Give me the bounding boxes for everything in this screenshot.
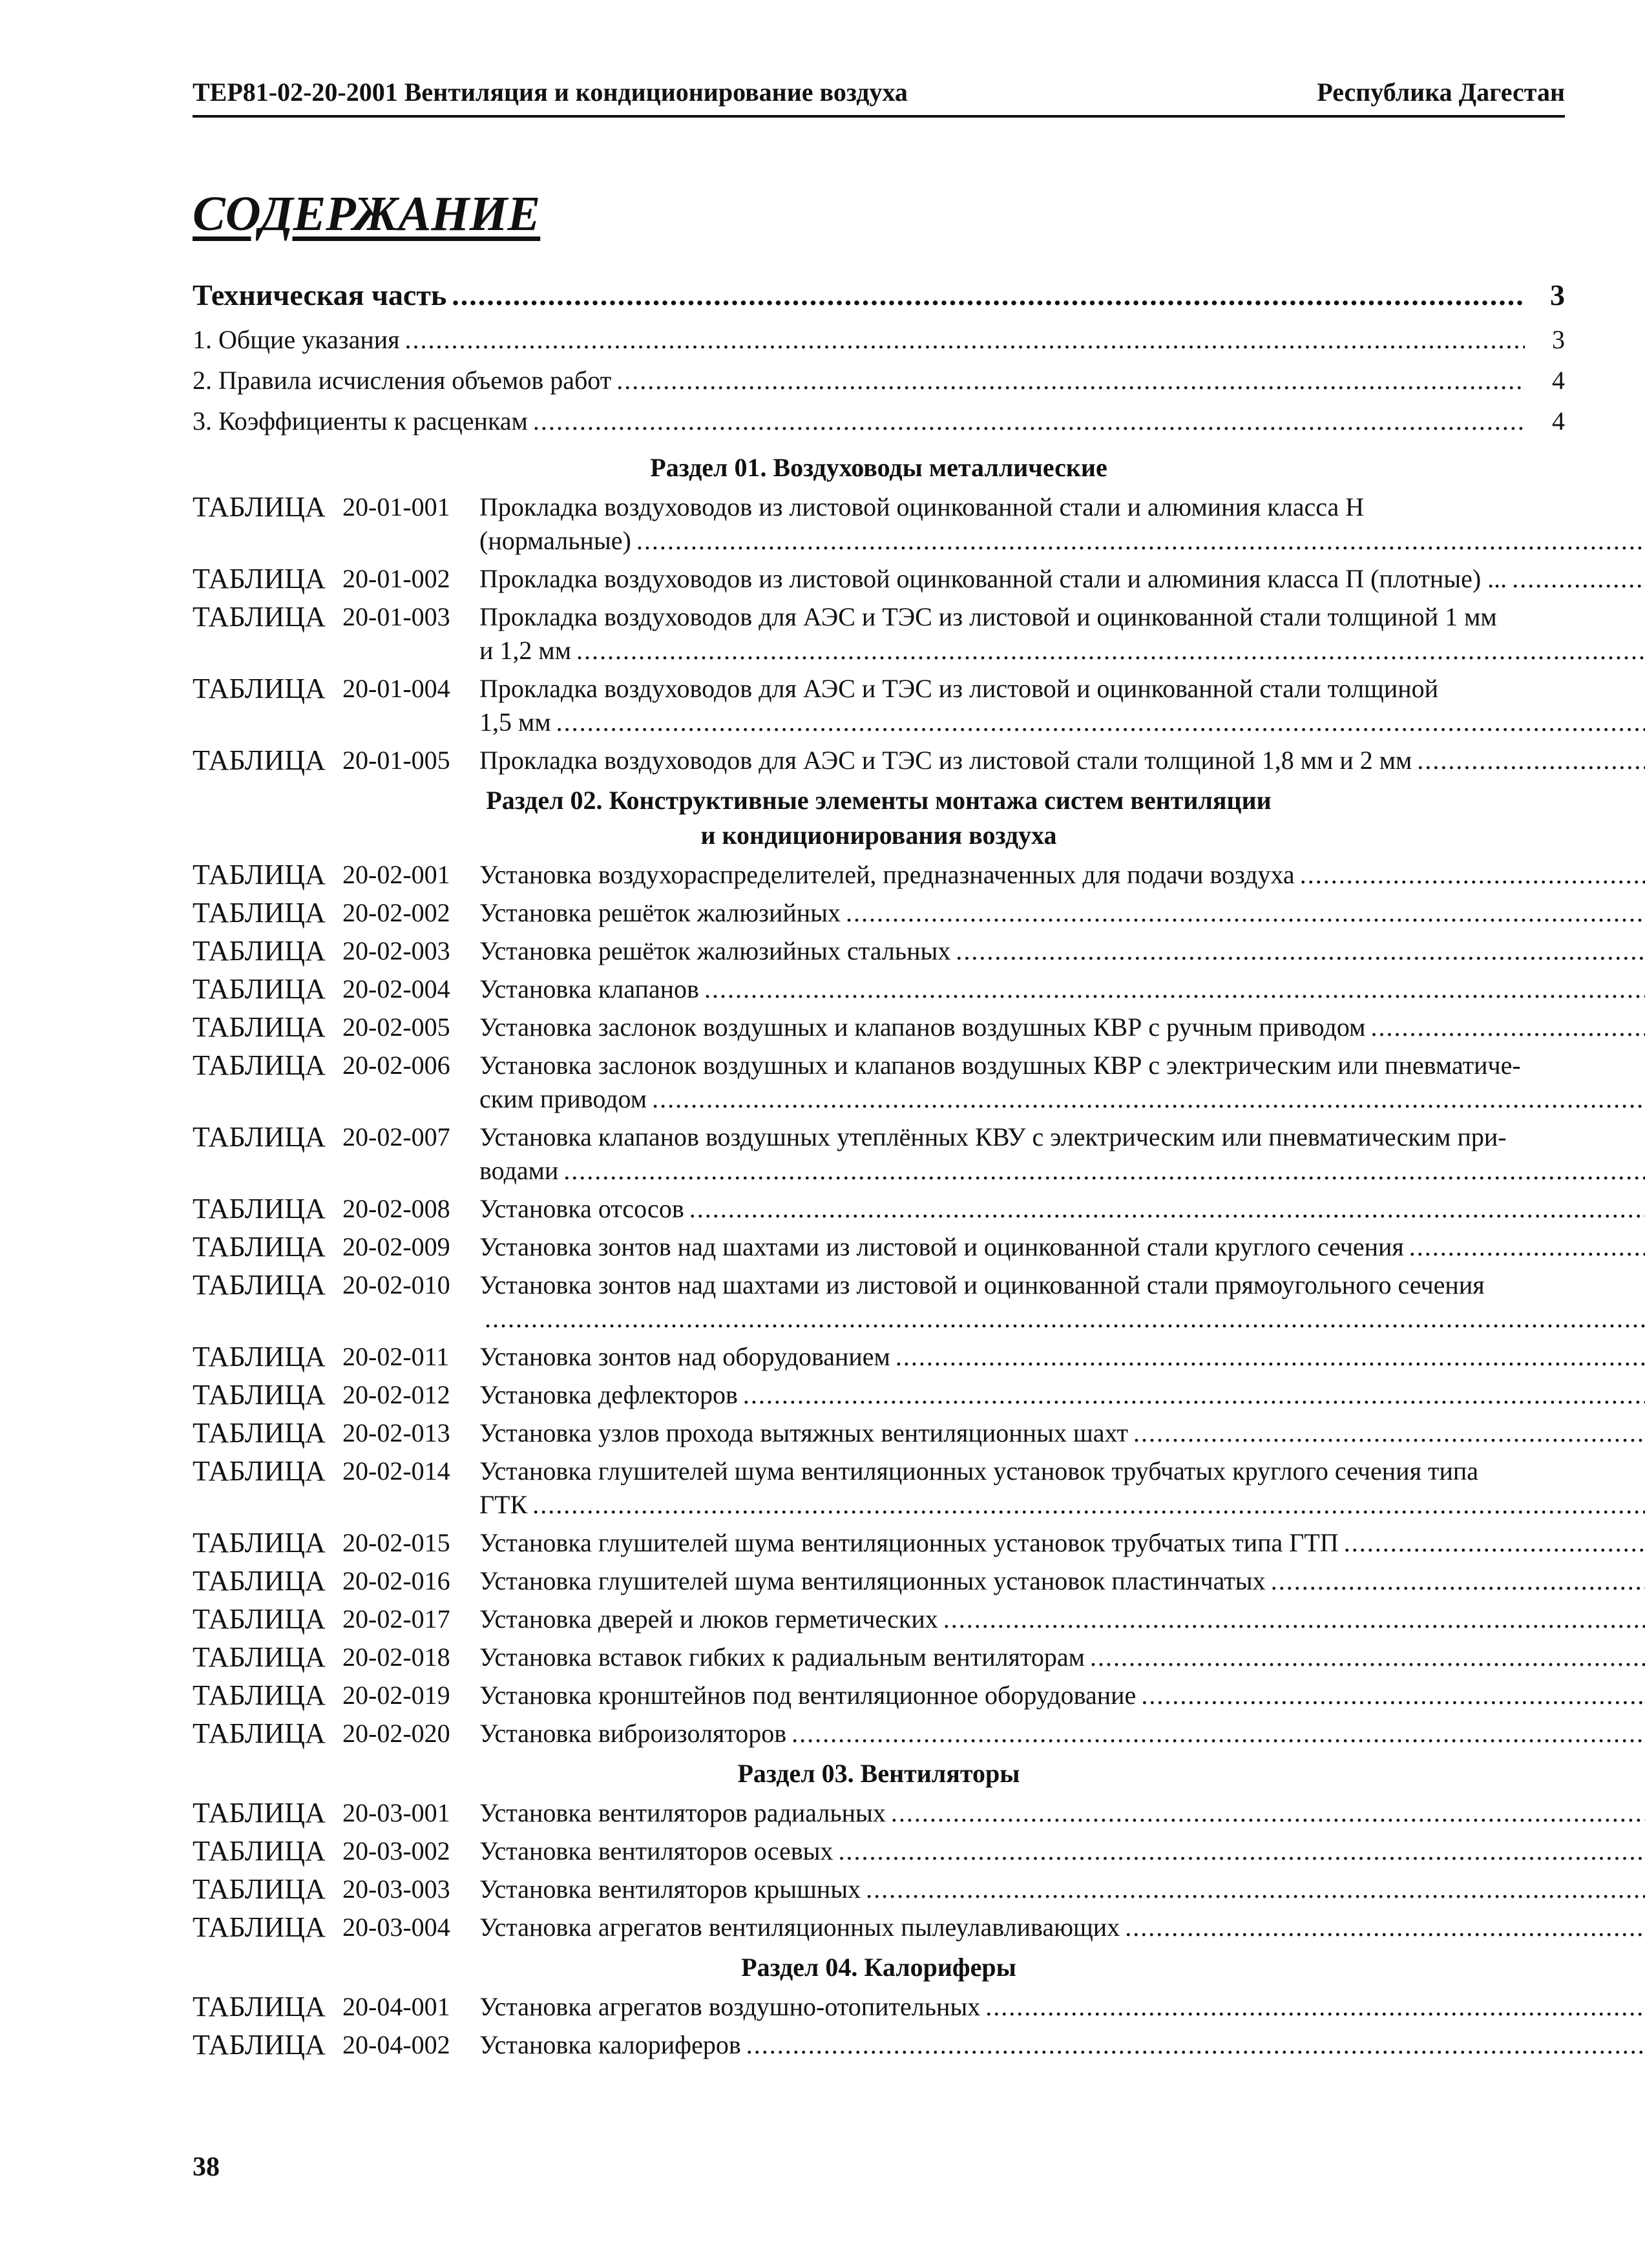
table-entry-label: ТАБЛИЦА [193, 1417, 326, 1449]
table-entry[interactable] [193, 1190, 1565, 1228]
table-entry-code: 20-02-011 [342, 1342, 450, 1371]
table-of-contents [193, 278, 1565, 2064]
table-entry-title-line [479, 1049, 1645, 1082]
dot-leader [532, 1488, 1645, 1522]
table-entry-title [479, 1911, 1645, 1944]
table-entry[interactable] [193, 856, 1565, 894]
table-entry[interactable] [193, 1452, 1565, 1524]
table-entry-title-line [479, 1454, 1645, 1488]
table-entry-title [479, 1990, 1645, 2024]
dot-leader [791, 1717, 1645, 1750]
section-heading-line: Раздел 01. Воздуховоды металлические [650, 453, 1107, 482]
table-entry[interactable] [193, 560, 1565, 598]
table-entry-title-text: Установка калориферов [479, 2030, 741, 2059]
table-entry-code: 20-02-015 [342, 1528, 450, 1557]
table-entry-code: 20-02-009 [342, 1232, 450, 1261]
section-heading [193, 779, 1565, 856]
table-entry-title-text: Установка агрегатов воздушно-отопительных [479, 1992, 981, 2021]
dot-leader [1300, 858, 1645, 892]
table-entry-code: 20-03-004 [342, 1913, 450, 1942]
table-entry[interactable] [193, 1008, 1565, 1046]
table-entry-title [479, 896, 1645, 930]
table-entry-title-text: Установка решёток жалюзийных стальных [479, 936, 951, 965]
table-entry[interactable] [193, 1118, 1565, 1190]
table-entry-title-line [479, 1641, 1645, 1674]
table-entry-title-text: (нормальные) [479, 526, 631, 555]
dot-leader [891, 1796, 1645, 1830]
table-entry-code: 20-02-018 [342, 1643, 450, 1672]
table-entry-title-line [479, 1154, 1645, 1188]
section-heading-line: Раздел 03. Вентиляторы [737, 1759, 1020, 1788]
table-entry-label: ТАБЛИЦА [193, 1565, 326, 1597]
table-entry-code: 20-02-012 [342, 1380, 450, 1409]
table-entry-label: ТАБЛИЦА [193, 897, 326, 929]
table-entry-title-text: Установка зонтов над оборудованием [479, 1342, 890, 1371]
table-entry-title [479, 1679, 1645, 1712]
table-entry-label: ТАБЛИЦА [193, 1121, 326, 1153]
dot-leader [652, 1082, 1645, 1116]
table-entry-code: 20-02-008 [342, 1194, 450, 1223]
table-entry-code: 20-02-005 [342, 1013, 450, 1042]
table-entry-label: ТАБЛИЦА [193, 1379, 326, 1411]
table-entry-title-line [479, 1192, 1645, 1226]
table-entry-title [479, 744, 1645, 777]
dot-leader [985, 1990, 1645, 2024]
table-entry-title-text: Установка кронштейнов под вентиляционное оборудование [479, 1681, 1137, 1710]
dot-leader [405, 324, 1525, 355]
dot-leader [943, 1602, 1645, 1636]
table-entry-code: 20-03-002 [342, 1836, 450, 1865]
table-entry-title [479, 1011, 1645, 1044]
table-entry-title-line [479, 1268, 1645, 1302]
table-entry-code: 20-03-001 [342, 1798, 450, 1827]
dot-leader [846, 896, 1645, 930]
table-entry-title [479, 1378, 1645, 1412]
table-entry-title-text: Установка воздухораспределителей, предназначенных для подачи воздуха [479, 860, 1295, 889]
header-document-title: ТЕР81-02-20-2001 Вентиляция и кондиционирование воздуха [193, 78, 908, 107]
dot-leader [1125, 1911, 1645, 1944]
table-entry-title-line [479, 744, 1645, 777]
dot-leader [704, 972, 1645, 1006]
table-entry-title-line [479, 1717, 1645, 1750]
table-entry-title [479, 1416, 1645, 1450]
dot-leader [1133, 1416, 1645, 1450]
section-heading-line: и кондиционирования воздуха [700, 821, 1057, 850]
table-entry[interactable] [193, 1988, 1565, 2026]
table-entry-title-text: Установка заслонок воздушных и клапанов воздушных КВР с ручным приводом [479, 1013, 1366, 1042]
table-entry-code: 20-02-010 [342, 1270, 450, 1299]
table-entry-title [479, 1564, 1645, 1598]
table-entry-code: 20-04-001 [342, 1992, 450, 2021]
table-entry-title-line [479, 858, 1645, 892]
table-entry-label: ТАБЛИЦА [193, 1455, 326, 1487]
table-entry-title [479, 490, 1645, 558]
table-entry-label: ТАБЛИЦА [193, 1341, 326, 1372]
table-entry-title-text: Установка дверей и люков герметических [479, 1604, 938, 1633]
table-entry-title-text: Установка агрегатов вентиляционных пылеулавливающих [479, 1913, 1120, 1942]
table-entry[interactable] [193, 1600, 1565, 1638]
table-entry-title [479, 2028, 1645, 2062]
table-entry-label: ТАБЛИЦА [193, 2029, 326, 2061]
table-entry-code: 20-02-006 [342, 1051, 450, 1080]
table-entry-title-text: и 1,2 мм [479, 636, 572, 665]
table-entry-label: ТАБЛИЦА [193, 1679, 326, 1711]
table-entry[interactable] [193, 1870, 1565, 1908]
table-entry[interactable] [193, 488, 1565, 560]
table-entry-title [479, 1796, 1645, 1830]
table-entry-label: ТАБЛИЦА [193, 601, 326, 633]
table-entry-title-line [479, 634, 1645, 667]
table-entry-code: 20-02-002 [342, 898, 450, 927]
table-entry-title-text: Прокладка воздуховодов из листовой оцинкованной стали и алюминия класса П (плотные) ... [479, 564, 1507, 593]
table-entry[interactable] [193, 741, 1565, 779]
toc-page-number: 4 [1552, 406, 1565, 436]
table-entry-title [479, 934, 1645, 968]
table-entry-label: ТАБЛИЦА [193, 1873, 326, 1905]
dot-leader [616, 365, 1525, 395]
table-entry-title-line [479, 1602, 1645, 1636]
table-entry-title-line [479, 524, 1645, 558]
dot-leader [1141, 1679, 1645, 1712]
table-entry[interactable] [193, 669, 1565, 741]
table-entry-label: ТАБЛИЦА [193, 859, 326, 890]
dot-leader [452, 278, 1525, 312]
header-region: Республика Дагестан [1317, 78, 1565, 107]
table-entry-title-line [479, 1011, 1645, 1044]
toc-page-number: 4 [1552, 366, 1565, 395]
running-header [193, 72, 1565, 118]
table-entry[interactable] [193, 932, 1565, 970]
toc-entry-text: Техническая часть [193, 278, 447, 311]
table-entry[interactable] [193, 894, 1565, 932]
table-entry-title [479, 672, 1645, 739]
table-entry-title-line [479, 1230, 1645, 1264]
table-entry-label: ТАБЛИЦА [193, 1011, 326, 1043]
table-entry-title-text: Установка узлов прохода вытяжных вентиляционных шахт [479, 1418, 1128, 1447]
table-entry-title-text: Прокладка воздуховодов для АЭС и ТЭС из листовой и оцинкованной стали толщиной [479, 674, 1439, 703]
table-entry-title-line [479, 1340, 1645, 1374]
table-entry[interactable] [193, 1338, 1565, 1376]
table-entry-code: 20-01-005 [342, 746, 450, 775]
table-entry-title-line [479, 490, 1645, 524]
dot-leader [1344, 1526, 1645, 1560]
table-entry-label: ТАБЛИЦА [193, 1911, 326, 1943]
table-entry-title [479, 1230, 1645, 1264]
dot-leader [866, 1873, 1645, 1906]
toc-entry[interactable] [193, 365, 1565, 406]
dot-leader [1512, 562, 1645, 596]
table-entry-code: 20-01-004 [342, 674, 450, 703]
table-entry-code: 20-04-002 [342, 2030, 450, 2059]
table-entry[interactable] [193, 1832, 1565, 1870]
table-entry-label: ТАБЛИЦА [193, 935, 326, 967]
dot-leader [556, 706, 1645, 739]
section-heading [193, 1946, 1565, 1988]
table-entry-title-line [479, 1378, 1645, 1412]
page-title: СОДЕРЖАНИЕ [193, 187, 541, 241]
table-entry-title-line [479, 562, 1645, 596]
table-entry-title-text: Установка вентиляторов радиальных [479, 1798, 886, 1827]
table-entry-title-line [479, 600, 1645, 634]
table-entry-title [479, 562, 1645, 596]
section-heading [193, 446, 1565, 488]
table-entry-code: 20-02-014 [342, 1456, 450, 1486]
table-entry-title-text: ским приводом [479, 1084, 647, 1113]
table-entry-code: 20-03-003 [342, 1874, 450, 1904]
table-entry-title-text: Прокладка воздуховодов для АЭС и ТЭС из листовой стали толщиной 1,8 мм и 2 мм [479, 746, 1412, 775]
table-entry-title-line [479, 896, 1645, 930]
table-entry-title-text: Установка глушителей шума вентиляционных установок трубчатых типа ГТП [479, 1528, 1339, 1557]
toc-entry-text: 2. Правила исчисления объемов работ [193, 366, 612, 395]
toc-page-number: 3 [1550, 278, 1565, 311]
dot-leader [533, 406, 1525, 436]
table-entry[interactable] [193, 1414, 1565, 1452]
table-entry-title-line [479, 1911, 1645, 1944]
table-entry[interactable] [193, 1524, 1565, 1562]
dot-leader [1090, 1641, 1645, 1674]
table-entry-title [479, 1268, 1645, 1336]
table-entry[interactable] [193, 1266, 1565, 1338]
dot-leader [485, 1302, 1645, 1336]
table-entry-code: 20-02-020 [342, 1719, 450, 1748]
table-entry-title [479, 600, 1645, 667]
table-entry-title [479, 1834, 1645, 1868]
table-entry[interactable] [193, 970, 1565, 1008]
table-entry-title [479, 1526, 1645, 1560]
table-entry-title [479, 1873, 1645, 1906]
table-entry-title [479, 1049, 1645, 1116]
table-entry-title [479, 1340, 1645, 1374]
table-entry[interactable] [193, 2026, 1565, 2064]
table-entry-label: ТАБЛИЦА [193, 673, 326, 704]
table-entry-title [479, 1192, 1645, 1226]
table-entry-title [479, 972, 1645, 1006]
dot-leader [1417, 744, 1645, 777]
table-entry[interactable] [193, 1046, 1565, 1118]
table-entry[interactable] [193, 1676, 1565, 1714]
dot-leader [746, 2028, 1645, 2062]
table-entry-title-text: Установка клапанов [479, 974, 699, 1003]
dot-leader [1409, 1230, 1645, 1264]
toc-page-number: 3 [1552, 325, 1565, 354]
table-entry-title-text: Установка глушителей шума вентиляционных установок трубчатых круглого сечения типа [479, 1456, 1479, 1486]
table-entry[interactable] [193, 1638, 1565, 1676]
dot-leader [689, 1192, 1645, 1226]
table-entry-code: 20-01-001 [342, 492, 450, 521]
table-entry[interactable] [193, 1714, 1565, 1752]
table-entry-label: ТАБЛИЦА [193, 563, 326, 594]
table-entry-title-text: Прокладка воздуховодов из листовой оцинкованной стали и алюминия класса Н [479, 492, 1365, 521]
dot-leader [576, 634, 1645, 667]
table-entry-title [479, 1717, 1645, 1750]
toc-entry-text: 3. Коэффициенты к расценкам [193, 406, 528, 436]
table-entry[interactable] [193, 1228, 1565, 1266]
section-heading-line: Раздел 02. Конструктивные элементы монтажа систем вентиляции [486, 786, 1272, 815]
table-entry-code: 20-02-003 [342, 936, 450, 965]
table-entry-code: 20-02-017 [342, 1604, 450, 1633]
table-entry-label: ТАБЛИЦА [193, 1641, 326, 1673]
table-entry-label: ТАБЛИЦА [193, 1991, 326, 2022]
table-entry-label: ТАБЛИЦА [193, 1835, 326, 1867]
dot-leader [636, 524, 1645, 558]
table-entry-title-text: Установка зонтов над шахтами из листовой и оцинкованной стали круглого сечения [479, 1232, 1404, 1261]
table-entry-label: ТАБЛИЦА [193, 744, 326, 776]
table-entry-title-line [479, 1834, 1645, 1868]
table-entry-title-text: Установка отсосов [479, 1194, 684, 1223]
table-entry-title-line [479, 1120, 1645, 1154]
toc-technical-heading[interactable] [193, 278, 1565, 324]
table-entry[interactable] [193, 1376, 1565, 1414]
table-entry[interactable] [193, 1562, 1565, 1600]
table-entry-title-line [479, 1796, 1645, 1830]
toc-entry-text: 1. Общие указания [193, 325, 400, 354]
table-entry-code: 20-02-001 [342, 860, 450, 889]
section-heading-line: Раздел 04. Калориферы [741, 1953, 1016, 1982]
table-entry-title-line [479, 672, 1645, 706]
table-entry-title-text: Установка дефлекторов [479, 1380, 738, 1409]
table-entry-title-line [479, 1526, 1645, 1560]
dot-leader [743, 1378, 1645, 1412]
table-entry-code: 20-02-013 [342, 1418, 450, 1447]
table-entry[interactable] [193, 1908, 1565, 1946]
table-entry-title-line [479, 1990, 1645, 2024]
table-entry-title-line [479, 1302, 1645, 1336]
table-entry-title-text: Установка вентиляторов крышных [479, 1874, 861, 1904]
dot-leader [1370, 1011, 1645, 1044]
table-entry-title-line [479, 972, 1645, 1006]
table-entry-label: ТАБЛИЦА [193, 1527, 326, 1559]
table-entry-label: ТАБЛИЦА [193, 1193, 326, 1224]
table-entry-title [479, 1454, 1645, 1522]
table-entry-code: 20-02-019 [342, 1681, 450, 1710]
table-entry-title-line [479, 1488, 1645, 1522]
table-entry-label: ТАБЛИЦА [193, 1717, 326, 1749]
table-entry-title-text: Установка глушителей шума вентиляционных установок пластинчатых [479, 1566, 1266, 1595]
dot-leader [896, 1340, 1645, 1374]
table-entry-title-line [479, 1679, 1645, 1712]
table-entry-title-line [479, 934, 1645, 968]
table-entry-label: ТАБЛИЦА [193, 491, 326, 523]
table-entry-title-line [479, 1416, 1645, 1450]
table-entry-title [479, 1602, 1645, 1636]
table-entry-title-text: Установка решёток жалюзийных [479, 898, 841, 927]
table-entry-title-line [479, 1564, 1645, 1598]
table-entry-title-line [479, 1873, 1645, 1906]
table-entry-code: 20-02-004 [342, 974, 450, 1003]
table-entry-label: ТАБЛИЦА [193, 1231, 326, 1263]
table-entry-title [479, 1641, 1645, 1674]
table-entry-code: 20-02-016 [342, 1566, 450, 1595]
page-number: 38 [193, 2152, 220, 2182]
table-entry-label: ТАБЛИЦА [193, 1797, 326, 1829]
table-entry-code: 20-01-002 [342, 564, 450, 593]
table-entry-title-text: Установка зонтов над шахтами из листовой и оцинкованной стали прямоугольного сечения [479, 1270, 1485, 1299]
table-entry-title-line [479, 706, 1645, 739]
toc-sections [193, 446, 1565, 2064]
table-entry-title [479, 1120, 1645, 1188]
table-entry[interactable] [193, 598, 1565, 669]
table-entry-label: ТАБЛИЦА [193, 973, 326, 1005]
table-entry-title-text: Установка клапанов воздушных утеплённых КВУ с электрическим или пневматическим при- [479, 1122, 1507, 1151]
table-entry-title [479, 858, 1645, 892]
section-heading [193, 1752, 1565, 1794]
table-entry-label: ТАБЛИЦА [193, 1269, 326, 1301]
dot-leader [839, 1834, 1645, 1868]
toc-entry[interactable] [193, 406, 1565, 446]
table-entry-title-text: Установка вентиляторов осевых [479, 1836, 833, 1865]
table-entry-title-text: Установка виброизоляторов [479, 1719, 787, 1748]
table-entry[interactable] [193, 1794, 1565, 1832]
table-entry-title-text: Установка заслонок воздушных и клапанов воздушных КВР с электрическим или пневматиче- [479, 1051, 1521, 1080]
table-entry-label: ТАБЛИЦА [193, 1603, 326, 1635]
table-entry-title-text: 1,5 мм [479, 708, 551, 737]
table-entry-title-text: водами [479, 1156, 559, 1185]
table-entry-code: 20-02-007 [342, 1122, 450, 1151]
table-entry-title-text: Прокладка воздуховодов для АЭС и ТЭС из листовой и оцинкованной стали толщиной 1 мм [479, 602, 1497, 631]
dot-leader [1271, 1564, 1645, 1598]
table-entry-title-line [479, 2028, 1645, 2062]
table-entry-title-text: ГТК [479, 1490, 528, 1519]
table-entry-label: ТАБЛИЦА [193, 1049, 326, 1081]
dot-leader [956, 934, 1645, 968]
table-entry-title-text: Установка вставок гибких к радиальным вентиляторам [479, 1643, 1085, 1672]
toc-entry[interactable] [193, 324, 1565, 365]
table-entry-code: 20-01-003 [342, 602, 450, 631]
dot-leader [563, 1154, 1645, 1188]
table-entry-title-line [479, 1082, 1645, 1116]
